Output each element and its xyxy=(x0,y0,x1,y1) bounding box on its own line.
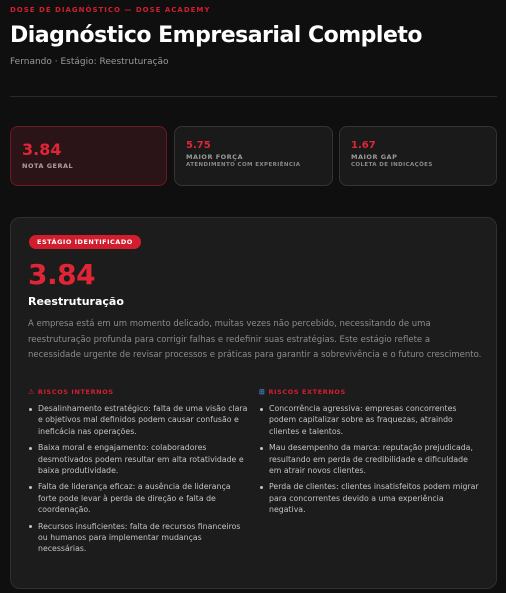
list-item: Concorrência agressiva: empresas concorrentes podem capitalizar sobre as fraquezas, atraindo clientes e talentos. xyxy=(259,403,479,437)
internal-risks xyxy=(28,388,248,560)
stage-name: Reestruturação xyxy=(28,295,124,308)
page-title: Diagnóstico Empresarial Completo xyxy=(10,23,423,48)
stat-sublabel: ATENDIMENTO COM EXPERIÊNCIA xyxy=(186,162,301,168)
stat-value: 5.75 xyxy=(186,140,211,151)
list-item: Baixa moral e engajamento: colaboradores desmotivados podem resultar em alta rotatividade e baixa produtividade. xyxy=(28,442,248,476)
stage-badge: ESTÁGIO IDENTIFICADO xyxy=(29,235,141,249)
stat-card-strength xyxy=(174,126,333,186)
list-item: Perda de clientes: clientes insatisfeitos podem migrar para concorrentes devido a uma experiência negativa. xyxy=(259,481,479,515)
internal-risks-title: RISCOS INTERNOS xyxy=(37,388,114,396)
stat-card-gap xyxy=(339,126,497,186)
list-item: Desalinhamento estratégico: falta de uma visão clara e objetivos mal definidos podem causar confusão e ineficácia nas operações. xyxy=(28,403,248,437)
stat-label: NOTA GERAL xyxy=(22,162,74,170)
stat-card-overall xyxy=(10,126,167,186)
external-risks-heading xyxy=(259,388,479,396)
internal-risks-list xyxy=(28,403,248,555)
stat-sublabel: COLETA DE INDICAÇÕES xyxy=(351,162,433,168)
list-item: Mau desempenho da marca: reputação prejudicada, resultando em perda de credibilidade e dificuldade em atrair novos clientes. xyxy=(259,442,479,476)
report-kicker: DOSE DE DIAGNÓSTICO — DOSE ACADEMY xyxy=(10,6,211,14)
external-risks-title: RISCOS EXTERNOS xyxy=(268,388,346,396)
stat-value: 1.67 xyxy=(351,140,376,151)
header-divider xyxy=(10,96,497,97)
external-risks-list xyxy=(259,403,479,516)
internal-risks-heading xyxy=(28,388,248,396)
globe-icon: ⊞ xyxy=(259,388,266,396)
stat-label: MAIOR GAP xyxy=(351,153,398,161)
stage-description: A empresa está em um momento delicado, muitas vezes não percebido, necessitando de uma reestruturação profunda para corrigir falhas e redefinir suas estratégias. Este estágio reflete a necessidade urgente de revisar processos e práticas para garantir a sobrevivência e o futuro crescimento. xyxy=(28,319,482,360)
list-item: Falta de liderança eficaz: a ausência de liderança forte pode levar à perda de direção e falta de coordenação. xyxy=(28,481,248,515)
list-item: Recursos insuficientes: falta de recursos financeiros ou humanos para implementar mudanças necessárias. xyxy=(28,521,248,555)
stage-panel xyxy=(10,217,497,589)
page-subtitle: Fernando · Estágio: Reestruturação xyxy=(10,57,169,67)
stage-score: 3.84 xyxy=(28,258,96,291)
stat-label: MAIOR FORÇA xyxy=(186,153,243,161)
warning-icon: ⚠ xyxy=(28,388,35,396)
external-risks xyxy=(259,388,479,521)
stat-value: 3.84 xyxy=(22,140,62,159)
